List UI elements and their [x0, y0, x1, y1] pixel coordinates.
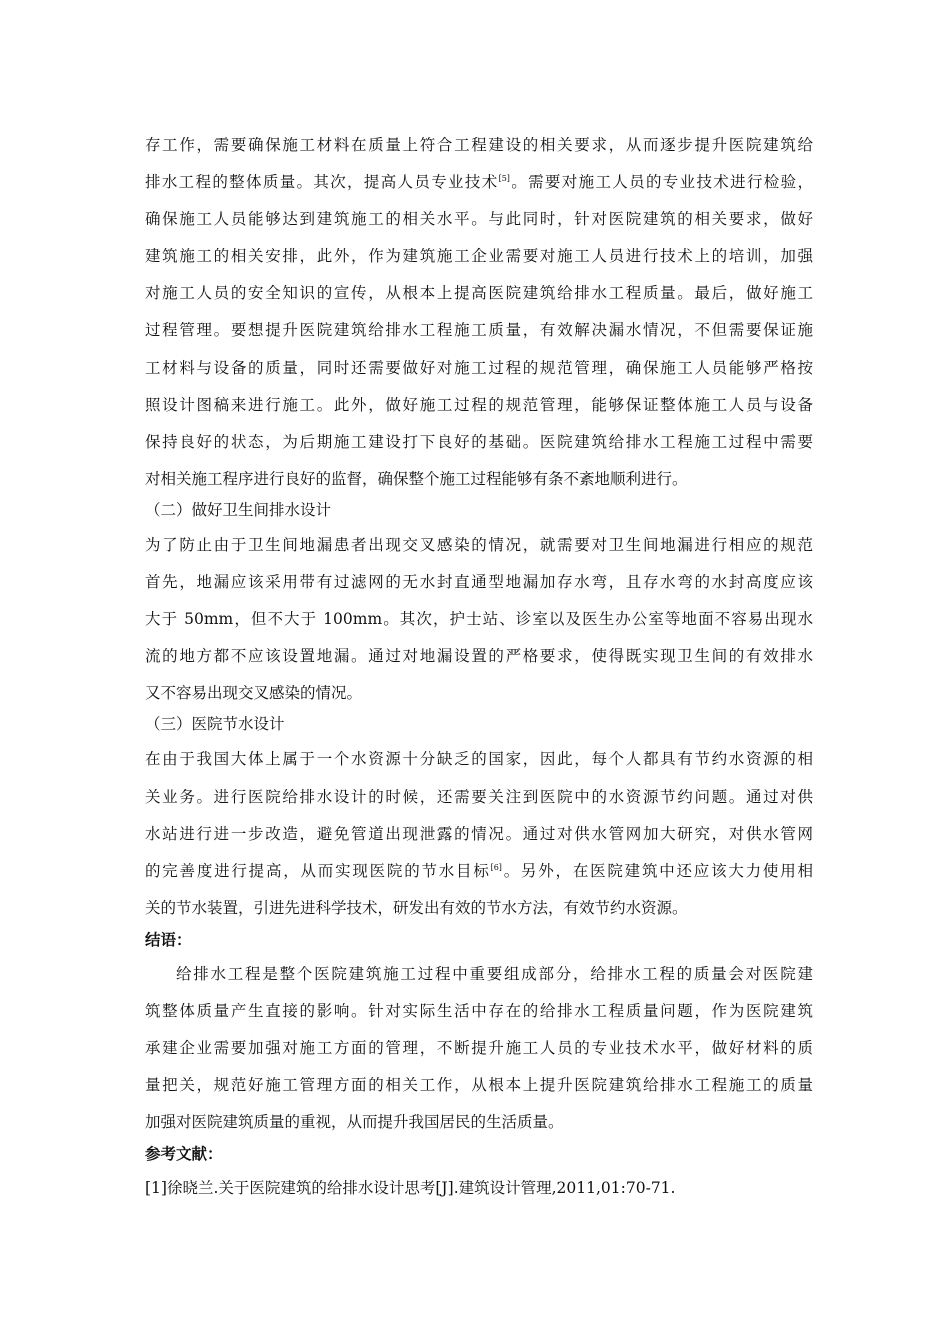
conclusion-heading: 结语：: [145, 929, 192, 949]
text-line: [145, 164, 813, 201]
text-line: 保持良好的状态，为后期施工建设打下良好的基础。医院建筑给排水工程施工过程中需要: [145, 432, 813, 451]
section-heading: （二）做好卫生间排水设计: [145, 500, 332, 519]
text-line: 筑整体质量产生直接的影响。针对实际生活中存在的给排水工程质量问题，作为医院建筑: [145, 1001, 813, 1020]
text-line: 首先，地漏应该采用带有过滤网的无水封直通型地漏加存水弯，且存水弯的水封高度应该: [145, 573, 813, 592]
text-segment: 的完善度进行提高，从而实现医院的节水目标: [145, 861, 491, 880]
text-line: 水站进行进一步改造，避免管道出现泄露的情况。通过对供水管网加大研究，对供水管网: [145, 824, 813, 843]
text-line: 关业务。进行医院给排水设计的时候，还需要关注到医院中的水资源节约问题。通过对供: [145, 787, 813, 806]
text-line: 对施工人员的安全知识的宣传，从根本上提高医院建筑给排水工程质量。最后，做好施工: [145, 284, 813, 303]
text-line: 承建企业需要加强对施工方面的管理，不断提升施工人员的专业技术水平，做好材料的质: [145, 1039, 813, 1058]
text-line: 量把关，规范好施工管理方面的相关工作，从根本上提升医院建筑给排水工程施工的质量: [145, 1076, 813, 1095]
text-line: 照设计图稿来进行施工。此外，做好施工过程的规范管理，能够保证整体施工人员与设备: [145, 395, 813, 414]
document-page: [145, 127, 813, 1207]
text-line: 给排水工程是整个医院建筑施工过程中重要组成部分，给排水工程的质量会对医院建: [176, 964, 813, 983]
text-line: 又不容易出现交叉感染的情况。: [145, 684, 363, 703]
text-line: 过程管理。要想提升医院建筑给排水工程施工质量，有效解决漏水情况，不但需要保证施: [145, 321, 813, 340]
section-heading: （三）医院节水设计: [145, 715, 285, 734]
reference-item: [1]徐晓兰.关于医院建筑的给排水设计思考[J].建筑设计管理,2011,01:70-71.: [145, 1179, 676, 1198]
text-line: 为了防止由于卫生间地漏患者出现交叉感染的情况，就需要对卫生间地漏进行相应的规范: [145, 535, 813, 554]
citation-ref: [6]: [490, 862, 502, 872]
references-heading: 参考文献：: [145, 1144, 223, 1164]
text-line: 工材料与设备的质量，同时还需要做好对施工过程的规范管理，确保施工人员能够严格按: [145, 358, 813, 377]
text-segment: 。需要对施工人员的专业技术进行检验，: [509, 173, 813, 192]
text-line: 大于 50mm，但不大于 100mm。其次，护士站、诊室以及医生办公室等地面不容易出现水: [145, 610, 813, 629]
text-line: 在由于我国大体上属于一个水资源十分缺乏的国家，因此，每个人都具有节约水资源的相: [145, 750, 813, 769]
text-line: 关的节水装置，引进先进科学技术，研发出有效的节水方法，有效节约水资源。: [145, 898, 688, 917]
text-line: 存工作，需要确保施工材料在质量上符合工程建设的相关要求，从而逐步提升医院建筑给: [145, 136, 813, 154]
citation-ref: [5]: [498, 173, 510, 183]
body-paragraph: [145, 956, 813, 1141]
text-line: 加强对医院建筑质量的重视，从而提升我国居民的生活质量。: [145, 1113, 564, 1132]
body-paragraph: [145, 527, 813, 712]
text-line: 流的地方都不应该设置地漏。通过对地漏设置的严格要求，使得既实现卫生间的有效排水: [145, 647, 813, 666]
text-line: 建筑施工的相关安排，此外，作为建筑施工企业需要对施工人员进行技术上的培训，加强: [145, 247, 813, 266]
text-line: [145, 853, 813, 890]
text-line: 确保施工人员能够达到建筑施工的相关水平。与此同时，针对医院建筑的相关要求，做好: [145, 210, 813, 229]
text-segment: 排水工程的整体质量。其次，提高人员专业技术: [145, 173, 499, 192]
text-segment: 。另外，在医院建筑中还应该大力使用相: [501, 861, 813, 880]
text-line: 对相关施工程序进行良好的监督，确保整个施工过程能够有条不紊地顺利进行。: [145, 469, 688, 488]
body-paragraph: [145, 741, 813, 926]
body-paragraph: [145, 127, 813, 498]
